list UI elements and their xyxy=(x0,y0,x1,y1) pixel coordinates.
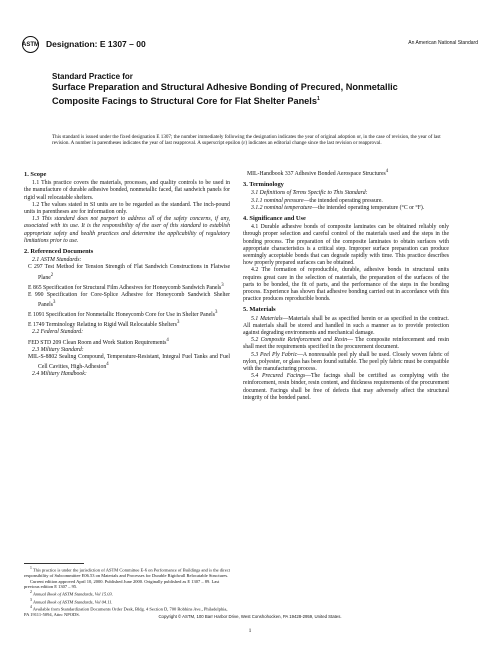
subsection-label: 2.3 Military Standard: xyxy=(32,346,84,353)
document-title: Surface Preparation and Structural Adhesive Bonding of Precured, Nonmetallic Composite Facings to Structural Core for Flat Shelter Panels$^1$ xyxy=(52,82,398,106)
national-standard-label: An American National Standard xyxy=(408,40,478,46)
reference-item: FED STD 209 Clean Room and Work Station Requirements$^4$ xyxy=(28,337,169,346)
paragraph: 1.2 The values stated in SI units are to be regarded as the standard. The inch-pound units in parentheses are for information only. xyxy=(24,201,230,216)
title-prefix: Standard Practice for xyxy=(52,72,133,81)
subsection-label: 2.1 ASTM Standards: xyxy=(32,257,82,264)
definition: 3.1.1 nominal pressure—the intended operating pressure. xyxy=(251,197,383,204)
subsection-label: 2.2 Federal Standard: xyxy=(32,329,84,336)
paragraph: 5.3 Peel Ply Fabric—A nonreusable peel ply shall be used. Closely woven fabric of nylon, polyester, or glass has been found suitable. The peel ply fabric must be compatible with the manufacturing process. xyxy=(243,351,449,372)
footnote: $^3$ Annual Book of ASTM Standards, Vol 04.11. xyxy=(30,597,113,605)
reference-item: MIL-Handbook 337 Adhesive Bonded Aerospace Structures$^4$ xyxy=(247,169,389,177)
paragraph: 4.1 Durable adhesive bonds of composite laminates can be obtained reliably only through proper selection and careful control of the materials used and the steps in the bonding process. The preparation of the composite laminates to obtain surfaces with appropriate characteristics is a critical step. Improper surface preparation can produce seemingly acceptable bonds that can degrade rapidly with time. This practice describes how properly prepared surfaces can be obtained. xyxy=(243,224,449,267)
paragraph: 4.2 The formation of reproducible, durable, adhesive bonds in structural units requires great care in the selection of materials, the preparation of the surfaces of the parts to be bonded, the fit of parts, and the performance of the steps in the bonding process. Experience has shown that adhesive bonding carried out in accordance with this practice produces reproducible bonds. xyxy=(243,267,449,303)
section-heading: 2. Referenced Documents xyxy=(24,248,94,256)
paragraph: 5.4 Precured Facings—The facings shall be certified as complying with the reinforcement, resin binder, resin content, and thickness requirements of the procurement document. Facings shall be free of defects that may adversely affect the structural integrity of the bonded panel. xyxy=(243,373,449,401)
footnote-divider xyxy=(24,563,84,564)
copyright-notice: Copyright © ASTM, 100 Barr Harbor Drive, West Conshohocken, PA 19428-2959, United States. xyxy=(158,614,342,619)
paragraph: 1.3 This standard does not purport to address all of the safety concerns, if any, associated with its use. It is the responsibility of the user of this standard to establish appropriate safety and health practices and determine the applicability of regulatory limitations prior to use. xyxy=(24,216,230,244)
designation: Designation: E 1307 – 00 xyxy=(46,39,146,49)
footnotes xyxy=(24,563,230,618)
left-column xyxy=(24,168,230,378)
footnote: $^2$ Annual Book of ASTM Standards, Vol 15.03. xyxy=(30,590,113,597)
reference-item: E 1091 Specification for Nonmetallic Honeycomb Core for Use in Shelter Panels$^3$ xyxy=(28,310,218,319)
footnote: Current edition approved April 10, 2000. Published June 2000. Originally published as E 1307 – 89. Last previous edition E 1307 – 95. xyxy=(24,578,220,590)
footnote: $^1$ This practice is under the jurisdiction of ASTM Committee E-6 on Performance of Buildings and is the direct responsibility of Subcommittee E06.53 on Materials and Processes for Durable Rigidwall Relocatable Structures. xyxy=(24,566,231,578)
section-heading: 3. Terminology xyxy=(243,181,284,189)
reference-item: MIL-S-8802 Sealing Compound, Temperature-Resistant, Integral Fuel Tanks and Fuel Cell Cavities, High-Adhesion$^4$ xyxy=(28,353,230,371)
reference-item: E 865 Specification for Structural Film Adhesives for Honeycomb Sandwich Panels$^3$ xyxy=(28,282,224,291)
footnote: $^4$ Available from Standardization Documents Order Desk, Bldg. 4 Section D, 700 Robbins Ave., Philadelphia, PA 19111-5094, Attn: NPODS. xyxy=(24,604,228,617)
paragraph: 5.1 Materials—Materials shall be as specified herein or as specified in the contract. All materials shall be stored and handled in such a manner as to provide protection against degrading environments and mechanical damage. xyxy=(243,315,449,336)
reference-item: C 297 Test Method for Tension Strength of Flat Sandwich Constructions in Flatwise Plane$^2$ xyxy=(28,264,230,281)
page-number: 1 xyxy=(248,628,252,634)
section-heading: 4. Significance and Use xyxy=(243,214,306,222)
paragraph: 5.2 Composite Reinforcement and Resin— The composite reinforcement and resin shall meet the requirements specified in the procurement document. xyxy=(243,337,449,351)
footnote-list xyxy=(24,566,230,617)
astm-logo-icon: ASTM xyxy=(22,36,39,53)
title-block xyxy=(52,72,432,107)
definition: 3.1.2 nominal temperature—the intended operating temperature (°C or °F). xyxy=(251,204,425,211)
subsection-label: 3.1 Definitions of Terms Specific to This Standard: xyxy=(251,190,368,197)
reference-item: E 1749 Terminology Relating to Rigid Wall Relocatable Shelters$^3$ xyxy=(28,320,180,329)
preamble: This standard is issued under the fixed designation E 1307; the number immediately following the designation indicates the year of original adoption or, in the case of revision, the year of last revision. A number in parentheses indicates the year of last reapproval. A superscript epsilon (ε) indicates an editorial change since the last revision or reapproval. xyxy=(52,134,441,147)
header xyxy=(22,36,478,54)
section-heading: 5. Materials xyxy=(243,306,276,314)
section-heading: 1. Scope xyxy=(24,171,47,178)
right-column xyxy=(243,168,449,402)
subsection-label: 2.4 Military Handbook: xyxy=(32,371,87,378)
paragraph: 1.1 This practice covers the materials, processes, and quality controls to be used in the manufacture of durable adhesive bonded, nonmetallic faced, flat sandwich panels for rigid wall relocatable shelters. xyxy=(24,180,230,201)
reference-item: E 990 Specification for Core-Splice Adhesive for Honeycomb Sandwich Shelter Panels$^3$ xyxy=(28,291,230,308)
